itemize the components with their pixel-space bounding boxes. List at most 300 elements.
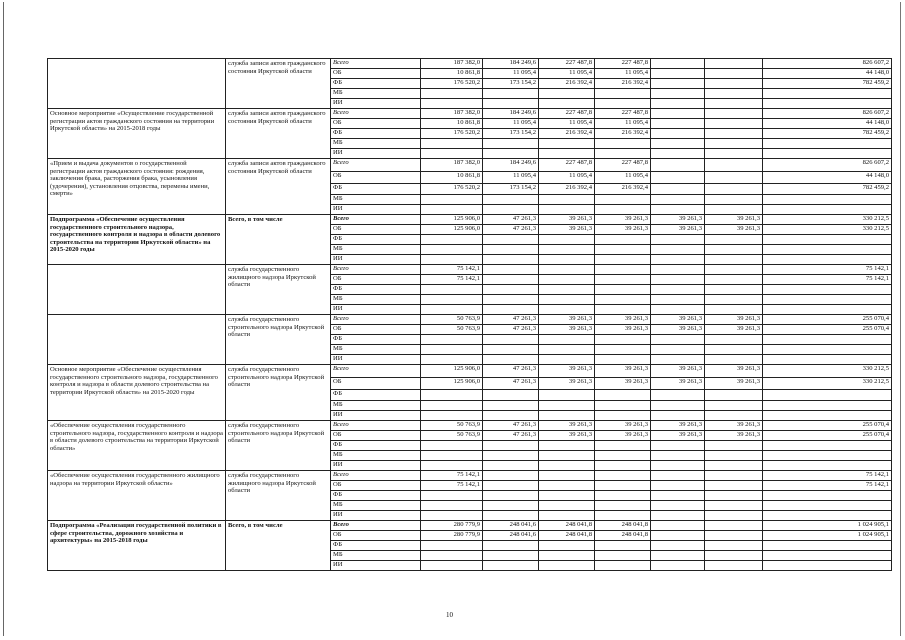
year-value-cell: [421, 561, 483, 571]
year-value-cell: [705, 79, 763, 89]
year-value-cell: [539, 481, 595, 491]
funding-source-cell: ИИ: [331, 149, 421, 159]
year-value-cell: [483, 99, 539, 109]
year-value-cell: [421, 451, 483, 461]
year-value-cell: 248 041,6: [483, 521, 539, 531]
year-value-cell: [539, 305, 595, 315]
total-cell: 782 459,2: [763, 184, 892, 195]
year-value-cell: [651, 551, 705, 561]
year-value-cell: [539, 275, 595, 285]
year-value-cell: 125 906,0: [421, 378, 483, 390]
year-value-cell: [705, 355, 763, 365]
year-value-cell: [595, 265, 651, 275]
funding-source-cell: Всего: [331, 421, 421, 431]
year-value-cell: [651, 235, 705, 245]
year-value-cell: [651, 521, 705, 531]
total-cell: [763, 451, 892, 461]
total-cell: [763, 491, 892, 501]
funding-source-cell: ИИ: [331, 305, 421, 315]
funding-source-cell: ИИ: [331, 205, 421, 215]
year-value-cell: 176 520,2: [421, 129, 483, 139]
year-value-cell: [705, 345, 763, 355]
year-value-cell: 39 261,3: [705, 315, 763, 325]
year-value-cell: [651, 561, 705, 571]
year-value-cell: [421, 541, 483, 551]
year-value-cell: 248 041,6: [483, 531, 539, 541]
total-cell: 255 070,4: [763, 315, 892, 325]
year-value-cell: [705, 501, 763, 511]
year-value-cell: [651, 335, 705, 345]
total-cell: 1 024 905,1: [763, 531, 892, 541]
total-cell: [763, 441, 892, 451]
year-value-cell: [651, 89, 705, 99]
year-value-cell: 39 261,3: [595, 315, 651, 325]
total-cell: [763, 285, 892, 295]
year-value-cell: [483, 335, 539, 345]
year-value-cell: 39 261,3: [595, 215, 651, 225]
funding-source-cell: ФБ: [331, 129, 421, 139]
funding-source-cell: Всего: [331, 365, 421, 378]
year-value-cell: 184 249,6: [483, 159, 539, 172]
year-value-cell: [539, 195, 595, 205]
year-value-cell: 39 261,3: [705, 431, 763, 441]
year-value-cell: 39 261,3: [595, 431, 651, 441]
funding-source-cell: ОБ: [331, 172, 421, 184]
year-value-cell: [651, 481, 705, 491]
total-cell: 782 459,2: [763, 129, 892, 139]
total-cell: [763, 501, 892, 511]
funding-source-cell: Всего: [331, 521, 421, 531]
year-value-cell: [651, 511, 705, 521]
year-value-cell: [539, 451, 595, 461]
year-value-cell: [705, 245, 763, 255]
year-value-cell: [539, 411, 595, 421]
funding-source-cell: ИИ: [331, 355, 421, 365]
year-value-cell: [651, 59, 705, 69]
year-value-cell: [595, 205, 651, 215]
year-value-cell: [705, 149, 763, 159]
year-value-cell: 227 487,8: [595, 159, 651, 172]
year-value-cell: [421, 255, 483, 265]
total-cell: 75 142,1: [763, 275, 892, 285]
year-value-cell: [705, 59, 763, 69]
year-value-cell: 227 487,8: [539, 109, 595, 119]
table-row: [48, 59, 892, 69]
year-value-cell: [705, 285, 763, 295]
year-value-cell: 39 261,3: [651, 315, 705, 325]
year-value-cell: [539, 335, 595, 345]
year-value-cell: 11 095,4: [539, 172, 595, 184]
executor-cell: служба записи актов гражданского состояния Иркутской области: [226, 159, 331, 215]
year-value-cell: 47 261,3: [483, 225, 539, 235]
year-value-cell: [651, 255, 705, 265]
funding-source-cell: Всего: [331, 265, 421, 275]
year-value-cell: 47 261,3: [483, 378, 539, 390]
total-cell: [763, 245, 892, 255]
year-value-cell: 11 095,4: [595, 172, 651, 184]
year-value-cell: [421, 355, 483, 365]
year-value-cell: 39 261,3: [651, 365, 705, 378]
total-cell: [763, 89, 892, 99]
year-value-cell: [595, 285, 651, 295]
funding-source-cell: Всего: [331, 315, 421, 325]
year-value-cell: [483, 89, 539, 99]
total-cell: [763, 541, 892, 551]
year-value-cell: [651, 184, 705, 195]
executor-cell: служба государственного жилищного надзора Иркутской области: [226, 265, 331, 315]
funding-source-cell: Всего: [331, 471, 421, 481]
year-value-cell: [651, 390, 705, 401]
table-row: [48, 521, 892, 531]
year-value-cell: [595, 255, 651, 265]
year-value-cell: [539, 541, 595, 551]
year-value-cell: [539, 401, 595, 411]
total-cell: 44 148,0: [763, 69, 892, 79]
year-value-cell: 39 261,3: [705, 421, 763, 431]
total-cell: [763, 461, 892, 471]
year-value-cell: [539, 99, 595, 109]
year-value-cell: [651, 149, 705, 159]
year-value-cell: [651, 265, 705, 275]
year-value-cell: [705, 205, 763, 215]
year-value-cell: [651, 531, 705, 541]
year-value-cell: 47 261,3: [483, 315, 539, 325]
year-value-cell: [421, 501, 483, 511]
total-cell: [763, 99, 892, 109]
total-cell: 330 212,5: [763, 365, 892, 378]
year-value-cell: [483, 481, 539, 491]
year-value-cell: [539, 355, 595, 365]
funding-source-cell: Всего: [331, 109, 421, 119]
year-value-cell: 75 142,1: [421, 275, 483, 285]
year-value-cell: [705, 235, 763, 245]
year-value-cell: [483, 541, 539, 551]
executor-cell: служба записи актов гражданского состояния Иркутской области: [226, 109, 331, 159]
year-value-cell: 47 261,3: [483, 365, 539, 378]
year-value-cell: [651, 285, 705, 295]
funding-source-cell: ФБ: [331, 441, 421, 451]
year-value-cell: [705, 511, 763, 521]
year-value-cell: [705, 275, 763, 285]
funding-source-cell: ОБ: [331, 431, 421, 441]
year-value-cell: [651, 355, 705, 365]
year-value-cell: 280 779,9: [421, 521, 483, 531]
year-value-cell: [705, 531, 763, 541]
year-value-cell: [595, 335, 651, 345]
year-value-cell: [539, 511, 595, 521]
year-value-cell: [421, 89, 483, 99]
year-value-cell: [595, 441, 651, 451]
year-value-cell: [705, 335, 763, 345]
year-value-cell: [705, 461, 763, 471]
year-value-cell: 248 041,8: [539, 521, 595, 531]
year-value-cell: [539, 471, 595, 481]
year-value-cell: [483, 461, 539, 471]
year-value-cell: [651, 99, 705, 109]
year-value-cell: [595, 511, 651, 521]
year-value-cell: 39 261,3: [595, 325, 651, 335]
year-value-cell: 47 261,3: [483, 421, 539, 431]
year-value-cell: [651, 245, 705, 255]
year-value-cell: [539, 501, 595, 511]
year-value-cell: [595, 245, 651, 255]
funding-source-cell: МБ: [331, 451, 421, 461]
year-value-cell: [705, 401, 763, 411]
funding-source-cell: ФБ: [331, 541, 421, 551]
year-value-cell: [539, 285, 595, 295]
total-cell: 826 607,2: [763, 159, 892, 172]
year-value-cell: 227 487,8: [595, 59, 651, 69]
table-row: [48, 109, 892, 119]
total-cell: 75 142,1: [763, 481, 892, 491]
total-cell: 330 212,5: [763, 225, 892, 235]
executor-cell: Всего, в том числе: [226, 215, 331, 265]
year-value-cell: [705, 471, 763, 481]
year-value-cell: [483, 355, 539, 365]
year-value-cell: [705, 451, 763, 461]
year-value-cell: 39 261,3: [539, 378, 595, 390]
year-value-cell: [651, 401, 705, 411]
funding-source-cell: ИИ: [331, 461, 421, 471]
year-value-cell: 280 779,9: [421, 531, 483, 541]
year-value-cell: [651, 79, 705, 89]
year-value-cell: [421, 195, 483, 205]
year-value-cell: [651, 461, 705, 471]
year-value-cell: 39 261,3: [539, 225, 595, 235]
year-value-cell: 39 261,3: [651, 225, 705, 235]
year-value-cell: 216 392,4: [539, 79, 595, 89]
year-value-cell: [595, 411, 651, 421]
year-value-cell: 39 261,3: [651, 378, 705, 390]
year-value-cell: 50 763,9: [421, 421, 483, 431]
table-row: [48, 215, 892, 225]
year-value-cell: 39 261,3: [705, 225, 763, 235]
year-value-cell: [483, 245, 539, 255]
funding-source-cell: ОБ: [331, 531, 421, 541]
year-value-cell: 227 487,8: [539, 59, 595, 69]
total-cell: [763, 305, 892, 315]
year-value-cell: [483, 305, 539, 315]
funding-source-cell: ОБ: [331, 119, 421, 129]
funding-source-cell: ФБ: [331, 285, 421, 295]
year-value-cell: [705, 265, 763, 275]
budget-table: [47, 58, 892, 571]
program-name-cell: «Обеспечение осуществления государственного жилищного надзора на территории Иркутской области»: [48, 471, 226, 521]
year-value-cell: [595, 481, 651, 491]
year-value-cell: 11 095,4: [539, 69, 595, 79]
year-value-cell: [421, 139, 483, 149]
year-value-cell: [483, 501, 539, 511]
year-value-cell: [595, 149, 651, 159]
funding-source-cell: ОБ: [331, 378, 421, 390]
year-value-cell: 11 095,4: [483, 119, 539, 129]
year-value-cell: [595, 541, 651, 551]
table-row: [48, 315, 892, 325]
funding-source-cell: МБ: [331, 551, 421, 561]
year-value-cell: [539, 245, 595, 255]
funding-source-cell: МБ: [331, 195, 421, 205]
year-value-cell: 173 154,2: [483, 79, 539, 89]
year-value-cell: [651, 119, 705, 129]
year-value-cell: [421, 411, 483, 421]
year-value-cell: 39 261,3: [539, 325, 595, 335]
year-value-cell: [595, 561, 651, 571]
total-cell: 75 142,1: [763, 265, 892, 275]
funding-source-cell: ФБ: [331, 184, 421, 195]
year-value-cell: 248 041,8: [595, 521, 651, 531]
year-value-cell: [483, 551, 539, 561]
funding-source-cell: Всего: [331, 215, 421, 225]
year-value-cell: [483, 561, 539, 571]
year-value-cell: [539, 491, 595, 501]
year-value-cell: [651, 491, 705, 501]
year-value-cell: [483, 411, 539, 421]
year-value-cell: [483, 511, 539, 521]
total-cell: [763, 551, 892, 561]
year-value-cell: 11 095,4: [483, 172, 539, 184]
year-value-cell: [705, 390, 763, 401]
year-value-cell: [595, 195, 651, 205]
executor-cell: служба государственного строительного надзора Иркутской области: [226, 421, 331, 471]
year-value-cell: [705, 411, 763, 421]
year-value-cell: [705, 521, 763, 531]
year-value-cell: [705, 99, 763, 109]
year-value-cell: 39 261,3: [595, 421, 651, 431]
year-value-cell: 176 520,2: [421, 184, 483, 195]
executor-cell: служба записи актов гражданского состояния Иркутской области: [226, 59, 331, 109]
table-row: [48, 471, 892, 481]
year-value-cell: [705, 139, 763, 149]
year-value-cell: 11 095,4: [539, 119, 595, 129]
year-value-cell: [539, 390, 595, 401]
funding-source-cell: ФБ: [331, 79, 421, 89]
year-value-cell: 50 763,9: [421, 315, 483, 325]
year-value-cell: 39 261,3: [539, 431, 595, 441]
year-value-cell: 39 261,3: [539, 215, 595, 225]
program-name-cell: Подпрограмма «Обеспечение осуществления государственного строительного надзора, государственного контроля и надзора в области долевого строительства на территории Иркутской области» на 2015-2020 годы: [48, 215, 226, 265]
total-cell: 1 024 905,1: [763, 521, 892, 531]
year-value-cell: [705, 551, 763, 561]
year-value-cell: [483, 275, 539, 285]
year-value-cell: [421, 99, 483, 109]
year-value-cell: 216 392,4: [539, 129, 595, 139]
funding-source-cell: ОБ: [331, 275, 421, 285]
year-value-cell: [539, 265, 595, 275]
funding-source-cell: ФБ: [331, 335, 421, 345]
total-cell: [763, 335, 892, 345]
year-value-cell: [705, 184, 763, 195]
year-value-cell: 248 041,8: [595, 531, 651, 541]
year-value-cell: 125 906,0: [421, 365, 483, 378]
table-row: [48, 265, 892, 275]
year-value-cell: [595, 390, 651, 401]
year-value-cell: [705, 195, 763, 205]
year-value-cell: [539, 235, 595, 245]
total-cell: 330 212,5: [763, 378, 892, 390]
funding-source-cell: ИИ: [331, 561, 421, 571]
year-value-cell: [421, 511, 483, 521]
year-value-cell: [483, 139, 539, 149]
program-name-cell: Подпрограмма «Реализация государственной политики в сфере строительства, дорожного хозяйства и архитектуры» на 2015-2018 годы: [48, 521, 226, 571]
total-cell: 75 142,1: [763, 471, 892, 481]
year-value-cell: [595, 461, 651, 471]
year-value-cell: [483, 235, 539, 245]
year-value-cell: [595, 235, 651, 245]
year-value-cell: [705, 129, 763, 139]
year-value-cell: [595, 451, 651, 461]
funding-source-cell: МБ: [331, 345, 421, 355]
total-cell: [763, 401, 892, 411]
year-value-cell: 39 261,3: [595, 365, 651, 378]
total-cell: 782 459,2: [763, 79, 892, 89]
year-value-cell: [595, 139, 651, 149]
program-name-cell: [48, 315, 226, 365]
year-value-cell: [421, 461, 483, 471]
year-value-cell: 39 261,3: [539, 421, 595, 431]
year-value-cell: [483, 451, 539, 461]
total-cell: [763, 205, 892, 215]
year-value-cell: 184 249,6: [483, 109, 539, 119]
year-value-cell: [651, 411, 705, 421]
year-value-cell: [651, 451, 705, 461]
year-value-cell: 39 261,3: [705, 365, 763, 378]
executor-cell: служба государственного жилищного надзора Иркутской области: [226, 471, 331, 521]
year-value-cell: [483, 285, 539, 295]
year-value-cell: 11 095,4: [595, 119, 651, 129]
year-value-cell: [651, 172, 705, 184]
year-value-cell: [651, 195, 705, 205]
year-value-cell: [705, 172, 763, 184]
year-value-cell: [595, 551, 651, 561]
year-value-cell: 39 261,3: [705, 325, 763, 335]
table-row: [48, 421, 892, 431]
executor-cell: служба государственного строительного надзора Иркутской области: [226, 365, 331, 421]
total-cell: [763, 235, 892, 245]
year-value-cell: [483, 149, 539, 159]
year-value-cell: [483, 390, 539, 401]
year-value-cell: [539, 561, 595, 571]
funding-source-cell: ОБ: [331, 225, 421, 235]
year-value-cell: [705, 89, 763, 99]
year-value-cell: 47 261,3: [483, 431, 539, 441]
year-value-cell: 39 261,3: [651, 421, 705, 431]
year-value-cell: 125 906,0: [421, 215, 483, 225]
funding-source-cell: ОБ: [331, 69, 421, 79]
year-value-cell: 184 249,6: [483, 59, 539, 69]
year-value-cell: [595, 471, 651, 481]
funding-source-cell: Всего: [331, 159, 421, 172]
funding-source-cell: МБ: [331, 245, 421, 255]
total-cell: [763, 195, 892, 205]
funding-source-cell: МБ: [331, 89, 421, 99]
year-value-cell: [595, 305, 651, 315]
executor-cell: Всего, в том числе: [226, 521, 331, 571]
year-value-cell: [595, 491, 651, 501]
year-value-cell: [483, 265, 539, 275]
total-cell: 255 070,4: [763, 421, 892, 431]
year-value-cell: 10 861,8: [421, 69, 483, 79]
funding-source-cell: ФБ: [331, 491, 421, 501]
year-value-cell: [421, 245, 483, 255]
year-value-cell: 39 261,3: [539, 315, 595, 325]
year-value-cell: [421, 285, 483, 295]
year-value-cell: [705, 119, 763, 129]
year-value-cell: [595, 401, 651, 411]
year-value-cell: [651, 275, 705, 285]
year-value-cell: 11 095,4: [483, 69, 539, 79]
year-value-cell: [651, 501, 705, 511]
year-value-cell: [595, 501, 651, 511]
